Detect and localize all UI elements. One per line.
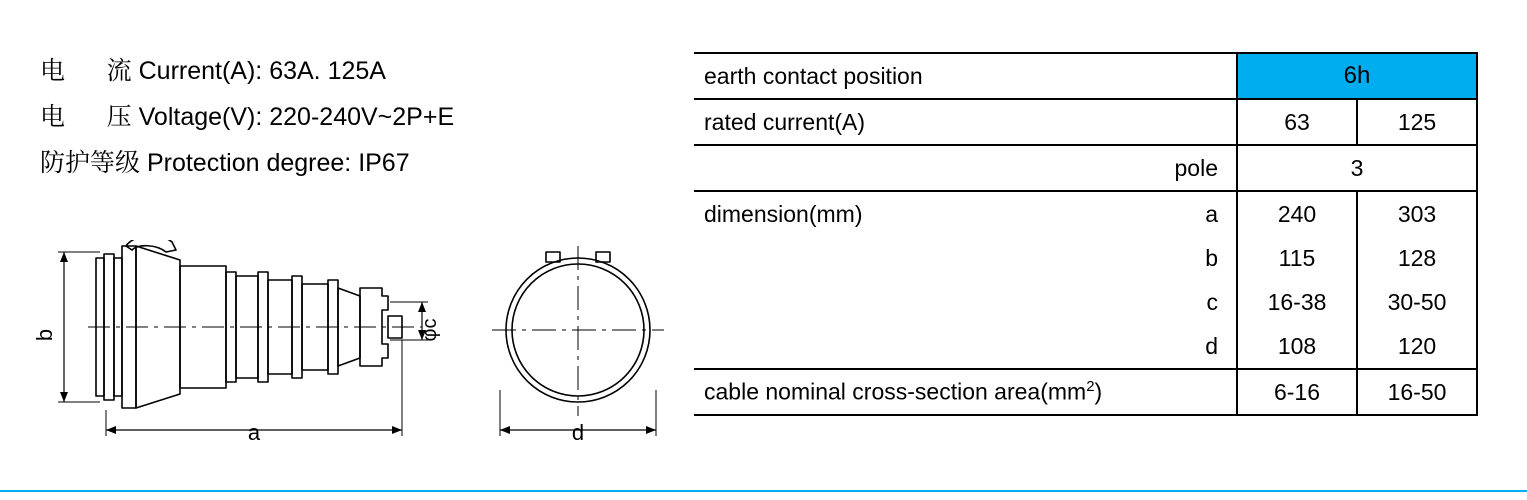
table-row-rated-current — [694, 99, 1477, 145]
dim-a-label: a — [1205, 200, 1218, 227]
cell-earth-contact-label: earth contact position — [694, 53, 1237, 99]
table-row-dimension-b — [694, 236, 1477, 280]
specification-table — [694, 52, 1478, 416]
cell-dim-c-label: c — [1206, 288, 1218, 315]
cell-pole-label: pole — [694, 145, 1237, 191]
dimension-label-text: dimension(mm) — [704, 200, 863, 227]
cell-cable-125: 16-50 — [1357, 369, 1477, 415]
cell-rated-current-label: rated current(A) — [694, 99, 1237, 145]
cell-dim-d-label: d — [694, 324, 1237, 369]
svg-text:b: b — [32, 328, 57, 342]
table-row-pole — [694, 145, 1477, 191]
specification-list — [40, 48, 660, 186]
cell-cable-63: 6-16 — [1237, 369, 1357, 415]
cell-dim-b-125: 128 — [1357, 236, 1477, 280]
table-row-dimension-c — [694, 280, 1477, 324]
cell-dimension-label — [694, 191, 1237, 236]
cell-dim-a-63: 240 — [1237, 191, 1357, 236]
cable-label-end: ) — [1094, 378, 1103, 405]
cell-earth-contact-value: 6h — [1237, 53, 1477, 99]
cell-dim-d-125: 120 — [1357, 324, 1477, 369]
cell-dim-b-label: b — [1205, 244, 1218, 271]
cell-dim-c-125: 30-50 — [1357, 280, 1477, 324]
table-row-cable-area — [694, 369, 1477, 415]
cell-rated-current-125: 125 — [1357, 99, 1477, 145]
cable-label-text: cable nominal cross-section area(mm — [704, 378, 1087, 405]
spec-line-protection: 防护等级 Protection degree: IP67 — [40, 149, 410, 177]
left-panel — [0, 0, 680, 500]
cell-dim-d-63: 108 — [1237, 324, 1357, 369]
cell-rated-current-63: 63 — [1237, 99, 1357, 145]
cable-label-superscript: 2 — [1086, 378, 1095, 396]
spec-line-current: 电 流 Current(A): 63A. 125A — [40, 57, 386, 85]
spec-line-voltage: 电 压 Voltage(V): 220-240V~2P+E — [40, 103, 455, 131]
product-technical-drawing — [30, 240, 670, 455]
bottom-accent-strip — [0, 490, 1527, 500]
table-row-dimension-a — [694, 191, 1477, 236]
svg-text:φc: φc — [419, 318, 441, 342]
cell-pole-value: 3 — [1237, 145, 1477, 191]
svg-text:d: d — [571, 420, 585, 445]
cell-dim-a-125: 303 — [1357, 191, 1477, 236]
cell-dim-b-63: 115 — [1237, 236, 1357, 280]
cell-cable-label — [694, 369, 1237, 415]
svg-text:a: a — [247, 420, 261, 445]
table-row-dimension-d — [694, 324, 1477, 369]
table-row-earth-contact — [694, 53, 1477, 99]
cell-dim-c-63: 16-38 — [1237, 280, 1357, 324]
